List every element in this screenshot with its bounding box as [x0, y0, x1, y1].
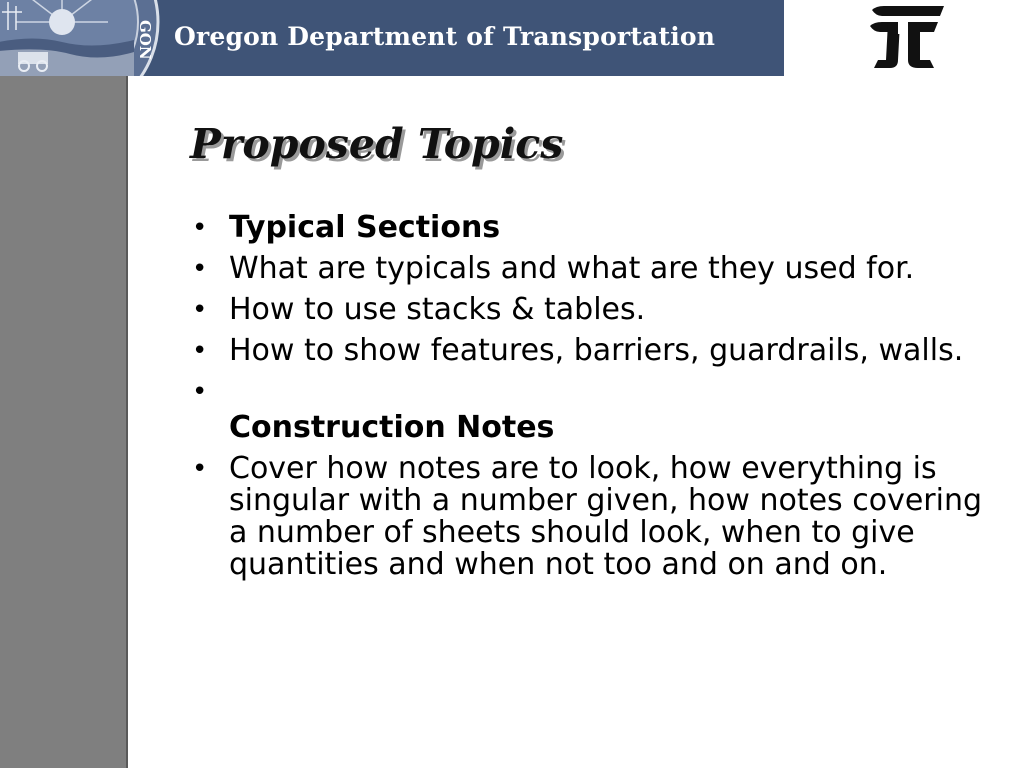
bullet-icon: • — [192, 213, 208, 243]
list-item-text: Typical Sections — [229, 210, 501, 245]
list-item-text: What are typicals and what are they used for. — [229, 251, 915, 286]
bullet-icon: • — [192, 336, 208, 366]
list-item-text: How to use stacks & tables. — [229, 292, 646, 327]
list-item — [190, 212, 990, 244]
slide-title: Proposed Topics — [190, 120, 564, 168]
list-item-text: Cover how notes are to look, how everything is singular with a number given, how notes covering a number of sheets should look, when to give quantities and when not too and on and on. — [229, 451, 983, 582]
bullet-icon: • — [192, 377, 208, 407]
bullet-icon: • — [192, 254, 208, 284]
agency-name: Oregon Department of Transportation — [174, 22, 716, 51]
odot-logo-icon — [868, 4, 946, 72]
oregon-state-seal-icon — [0, 0, 160, 76]
list-item-text: Construction Notes — [229, 410, 555, 445]
bullet-icon: • — [192, 295, 208, 325]
list-item — [190, 335, 990, 367]
list-item-empty — [190, 376, 990, 408]
side-bar — [0, 76, 128, 768]
list-item — [190, 253, 990, 285]
bullet-icon: • — [192, 454, 208, 484]
list-item-text — [229, 374, 239, 409]
list-item — [190, 294, 990, 326]
header-banner — [0, 0, 784, 76]
list-item — [190, 453, 990, 581]
list-item — [190, 412, 990, 444]
list-item-text: How to show features, barriers, guardrails, walls. — [229, 333, 964, 368]
svg-text:GON: GON — [136, 20, 154, 60]
topic-list — [190, 212, 990, 590]
